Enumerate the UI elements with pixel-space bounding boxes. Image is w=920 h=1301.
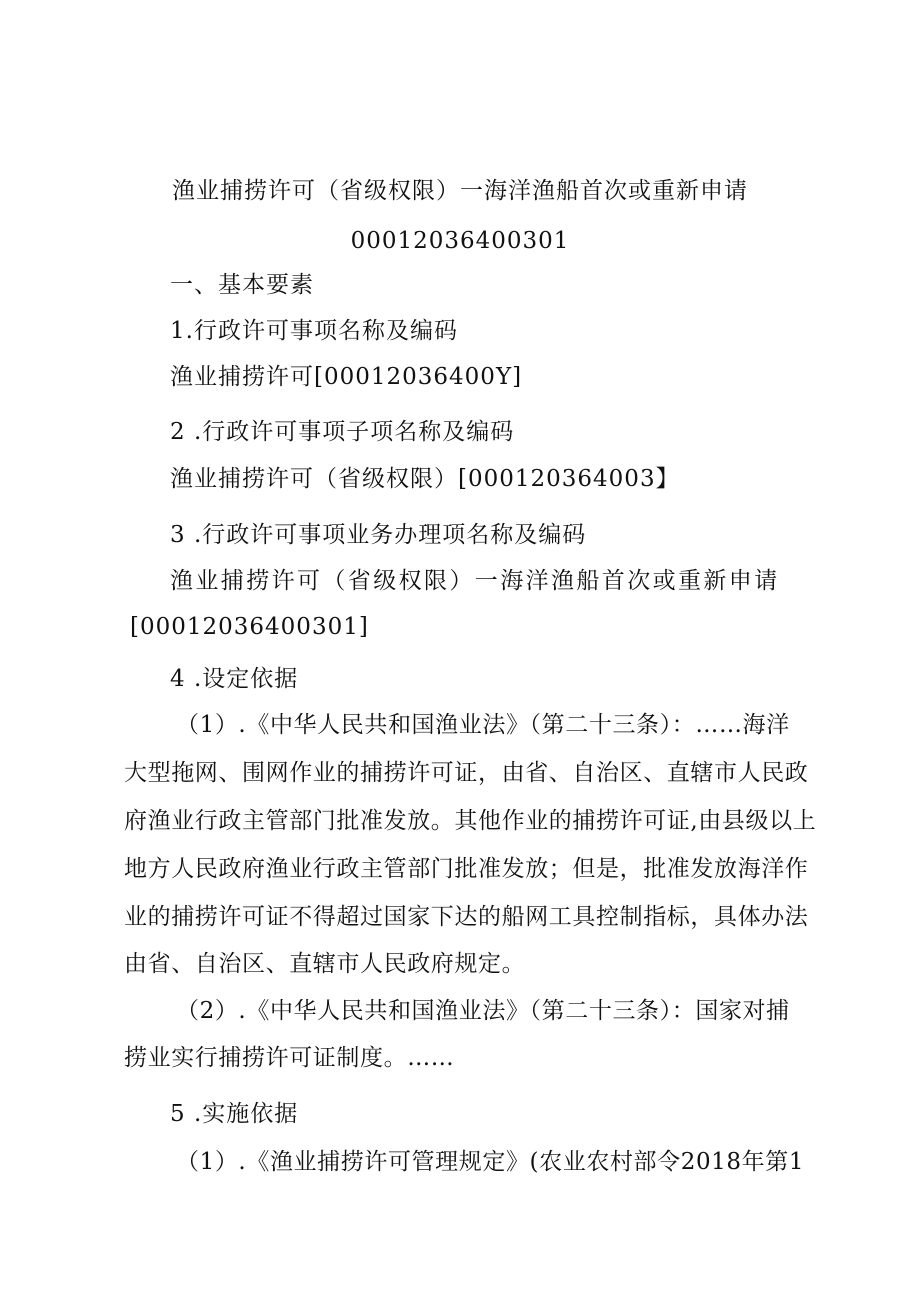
item3-value-line2: [00012036400301]: [130, 614, 369, 640]
item3-value-line1: 渔业捕捞许可（省级权限）一海洋渔船首次或重新申请: [170, 568, 780, 594]
basis2-line: （2）.《中华人民共和国渔业法》（第二十三条）：国家对捕: [176, 998, 790, 1024]
basis1-line: 业的捕捞许可证不得超过国家下达的船网工具控制指标，具体办法: [124, 904, 809, 930]
item5-heading: 5 .实施依据: [170, 1101, 299, 1127]
item3-heading: 3 .行政许可事项业务办理项名称及编码: [170, 522, 587, 548]
basis1-line: （1）.《中华人民共和国渔业法》（第二十三条）：……海洋: [176, 712, 790, 738]
basis1-line: 府渔业行政主管部门批准发放。其他作业的捕捞许可证,由县级以上: [124, 808, 817, 834]
basis1-line: 大型拖网、围网作业的捕捞许可证，由省、自治区、直辖市人民政: [124, 760, 809, 786]
item2-value: 渔业捕捞许可（省级权限）[000120364003】: [170, 466, 680, 492]
basis1-line: 由省、自治区、直辖市人民政府规定。: [124, 951, 526, 977]
item2-heading: 2 .行政许可事项子项名称及编码: [170, 419, 515, 445]
section-heading-basic-elements: 一、基本要素: [170, 272, 314, 298]
basis1-line: 地方人民政府渔业行政主管部门批准发放；但是，批准发放海洋作: [124, 856, 809, 882]
document-title: 渔业捕捞许可（省级权限）一海洋渔船首次或重新申请: [172, 178, 748, 204]
item5-basis1-line1: （1）.《渔业捕捞许可管理规定》(农业农村部令2018年第1: [176, 1149, 805, 1175]
item1-value: 渔业捕捞许可[00012036400Y]: [170, 364, 523, 390]
basis2-line: 捞业实行捕捞许可证制度。……: [124, 1045, 455, 1071]
item4-heading: 4 .设定依据: [170, 666, 299, 692]
item1-heading: 1.行政许可事项名称及编码: [170, 318, 458, 344]
document-code: 00012036400301: [350, 228, 570, 254]
